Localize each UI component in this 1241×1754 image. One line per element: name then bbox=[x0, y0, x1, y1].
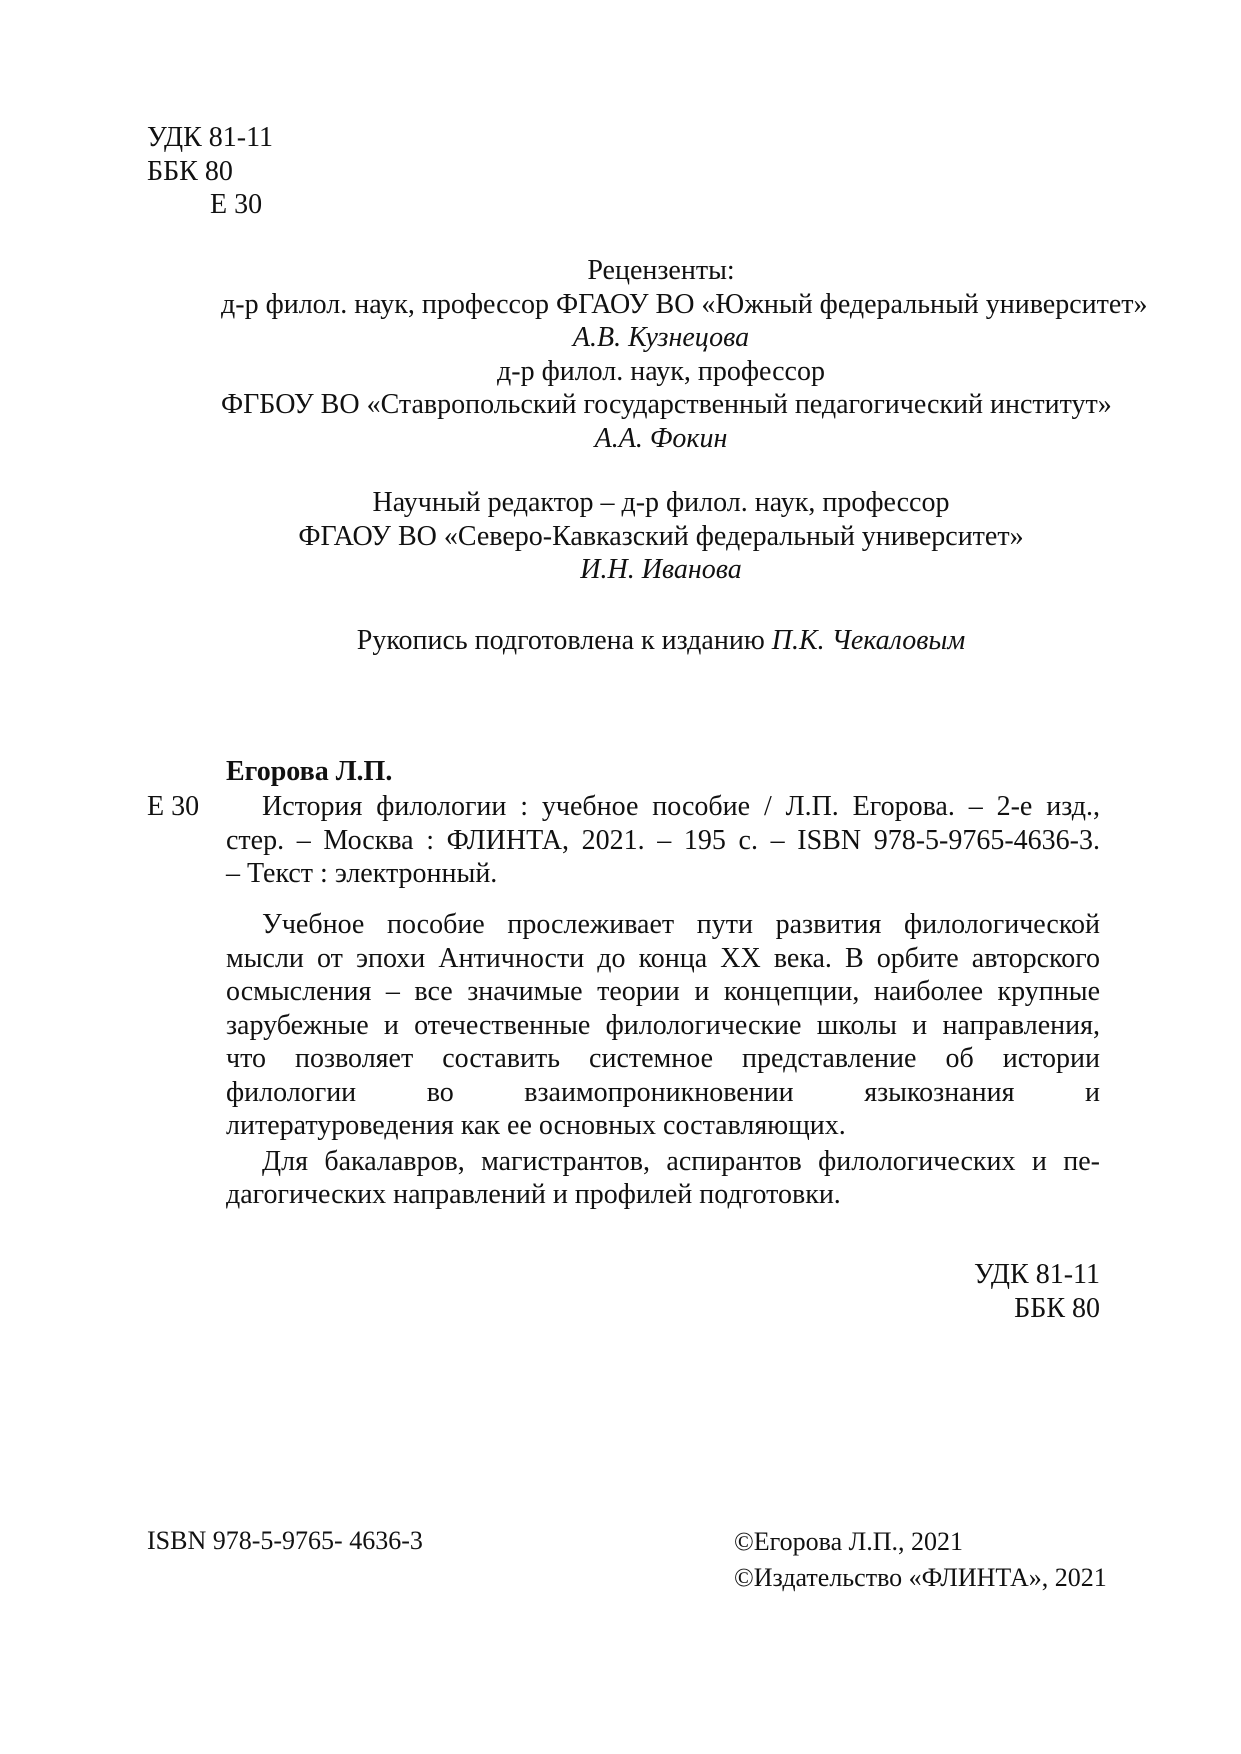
header-codes bbox=[147, 121, 273, 222]
manuscript-preparer: П.К. Чекаловым bbox=[771, 625, 966, 656]
bbk-code: ББК 80 bbox=[147, 155, 233, 187]
reviewer-1-name: А.В. Кузнецова bbox=[572, 322, 750, 353]
abstract-line: филологии во взаимопроникновении языкознания и bbox=[226, 1076, 1100, 1108]
bib-mark: Е 30 bbox=[147, 791, 200, 822]
editor-name: И.Н. Иванова bbox=[580, 554, 742, 585]
abstract-line: зарубежные и отечественные филологические школы и направления, bbox=[226, 1009, 1100, 1041]
manuscript-text: Рукопись подготовлена к изданию bbox=[356, 625, 772, 656]
copyright-publisher: ©Издательство «ФЛИНТА», 2021 bbox=[734, 1563, 1107, 1592]
copyright-block bbox=[734, 1524, 1107, 1596]
copyright-author: ©Егорова Л.П., 2021 bbox=[734, 1527, 964, 1556]
footer-udk: УДК 81-11 bbox=[973, 1259, 1100, 1290]
editor-line-2: ФГАОУ ВО «Северо-Кавказский федеральный университет» bbox=[298, 520, 1024, 552]
reviewer-2-affiliation: ФГБОУ ВО «Ставропольский государственный педагогический институт» bbox=[221, 389, 1112, 420]
abstract-line: мысли от эпохи Античности до конца XX века. В орбите авторского bbox=[226, 942, 1100, 974]
abstract-line: что позволяет составить системное представление об истории bbox=[226, 1043, 1100, 1074]
udk-code: УДК 81-11 bbox=[147, 122, 274, 153]
reviewers-block bbox=[221, 254, 1148, 455]
abstract-line: литературоведения как ее основных составляющих. bbox=[226, 1110, 846, 1141]
reviewers-title: Рецензенты: bbox=[587, 255, 735, 286]
bib-line: стер. – Москва : ФЛИНТА, 2021. – 195 с. – ISBN 978-5-9765-4636-3. bbox=[226, 824, 1100, 856]
author-mark: Е 30 bbox=[210, 189, 263, 220]
bib-author: Егорова Л.П. bbox=[226, 756, 393, 787]
bib-line: – Текст : электронный. bbox=[226, 858, 498, 889]
bib-record bbox=[226, 790, 1100, 891]
abstract-line: Учебное пособие прослеживает пути развития филологической bbox=[262, 909, 1100, 940]
abstract bbox=[226, 908, 1100, 1212]
audience-line: дагогических направлений и профилей подготовки. bbox=[226, 1179, 841, 1210]
bib-line: История филологии : учебное пособие / Л.П. Егорова. – 2-е изд., bbox=[262, 791, 1100, 822]
abstract-line: осмысления – все значимые теории и концепции, наиболее крупные bbox=[226, 976, 1100, 1007]
footer-bbk: ББК 80 bbox=[1014, 1292, 1100, 1324]
audience-line: Для бакалавров, магистрантов, аспирантов филологических и пе- bbox=[262, 1145, 1100, 1177]
editor-block bbox=[221, 486, 1101, 587]
isbn: ISBN 978-5-9765- 4636-3 bbox=[147, 1526, 423, 1555]
editor-line-1: Научный редактор – д-р филол. наук, профессор bbox=[372, 487, 950, 518]
reviewer-2-degree: д-р филол. наук, профессор bbox=[497, 355, 825, 387]
footer-codes bbox=[800, 1258, 1100, 1325]
reviewer-1-affiliation: д-р филол. наук, профессор ФГАОУ ВО «Южный федеральный университет» bbox=[221, 288, 1148, 320]
reviewer-2-name: А.А. Фокин bbox=[594, 422, 728, 454]
manuscript-note bbox=[221, 624, 1101, 658]
